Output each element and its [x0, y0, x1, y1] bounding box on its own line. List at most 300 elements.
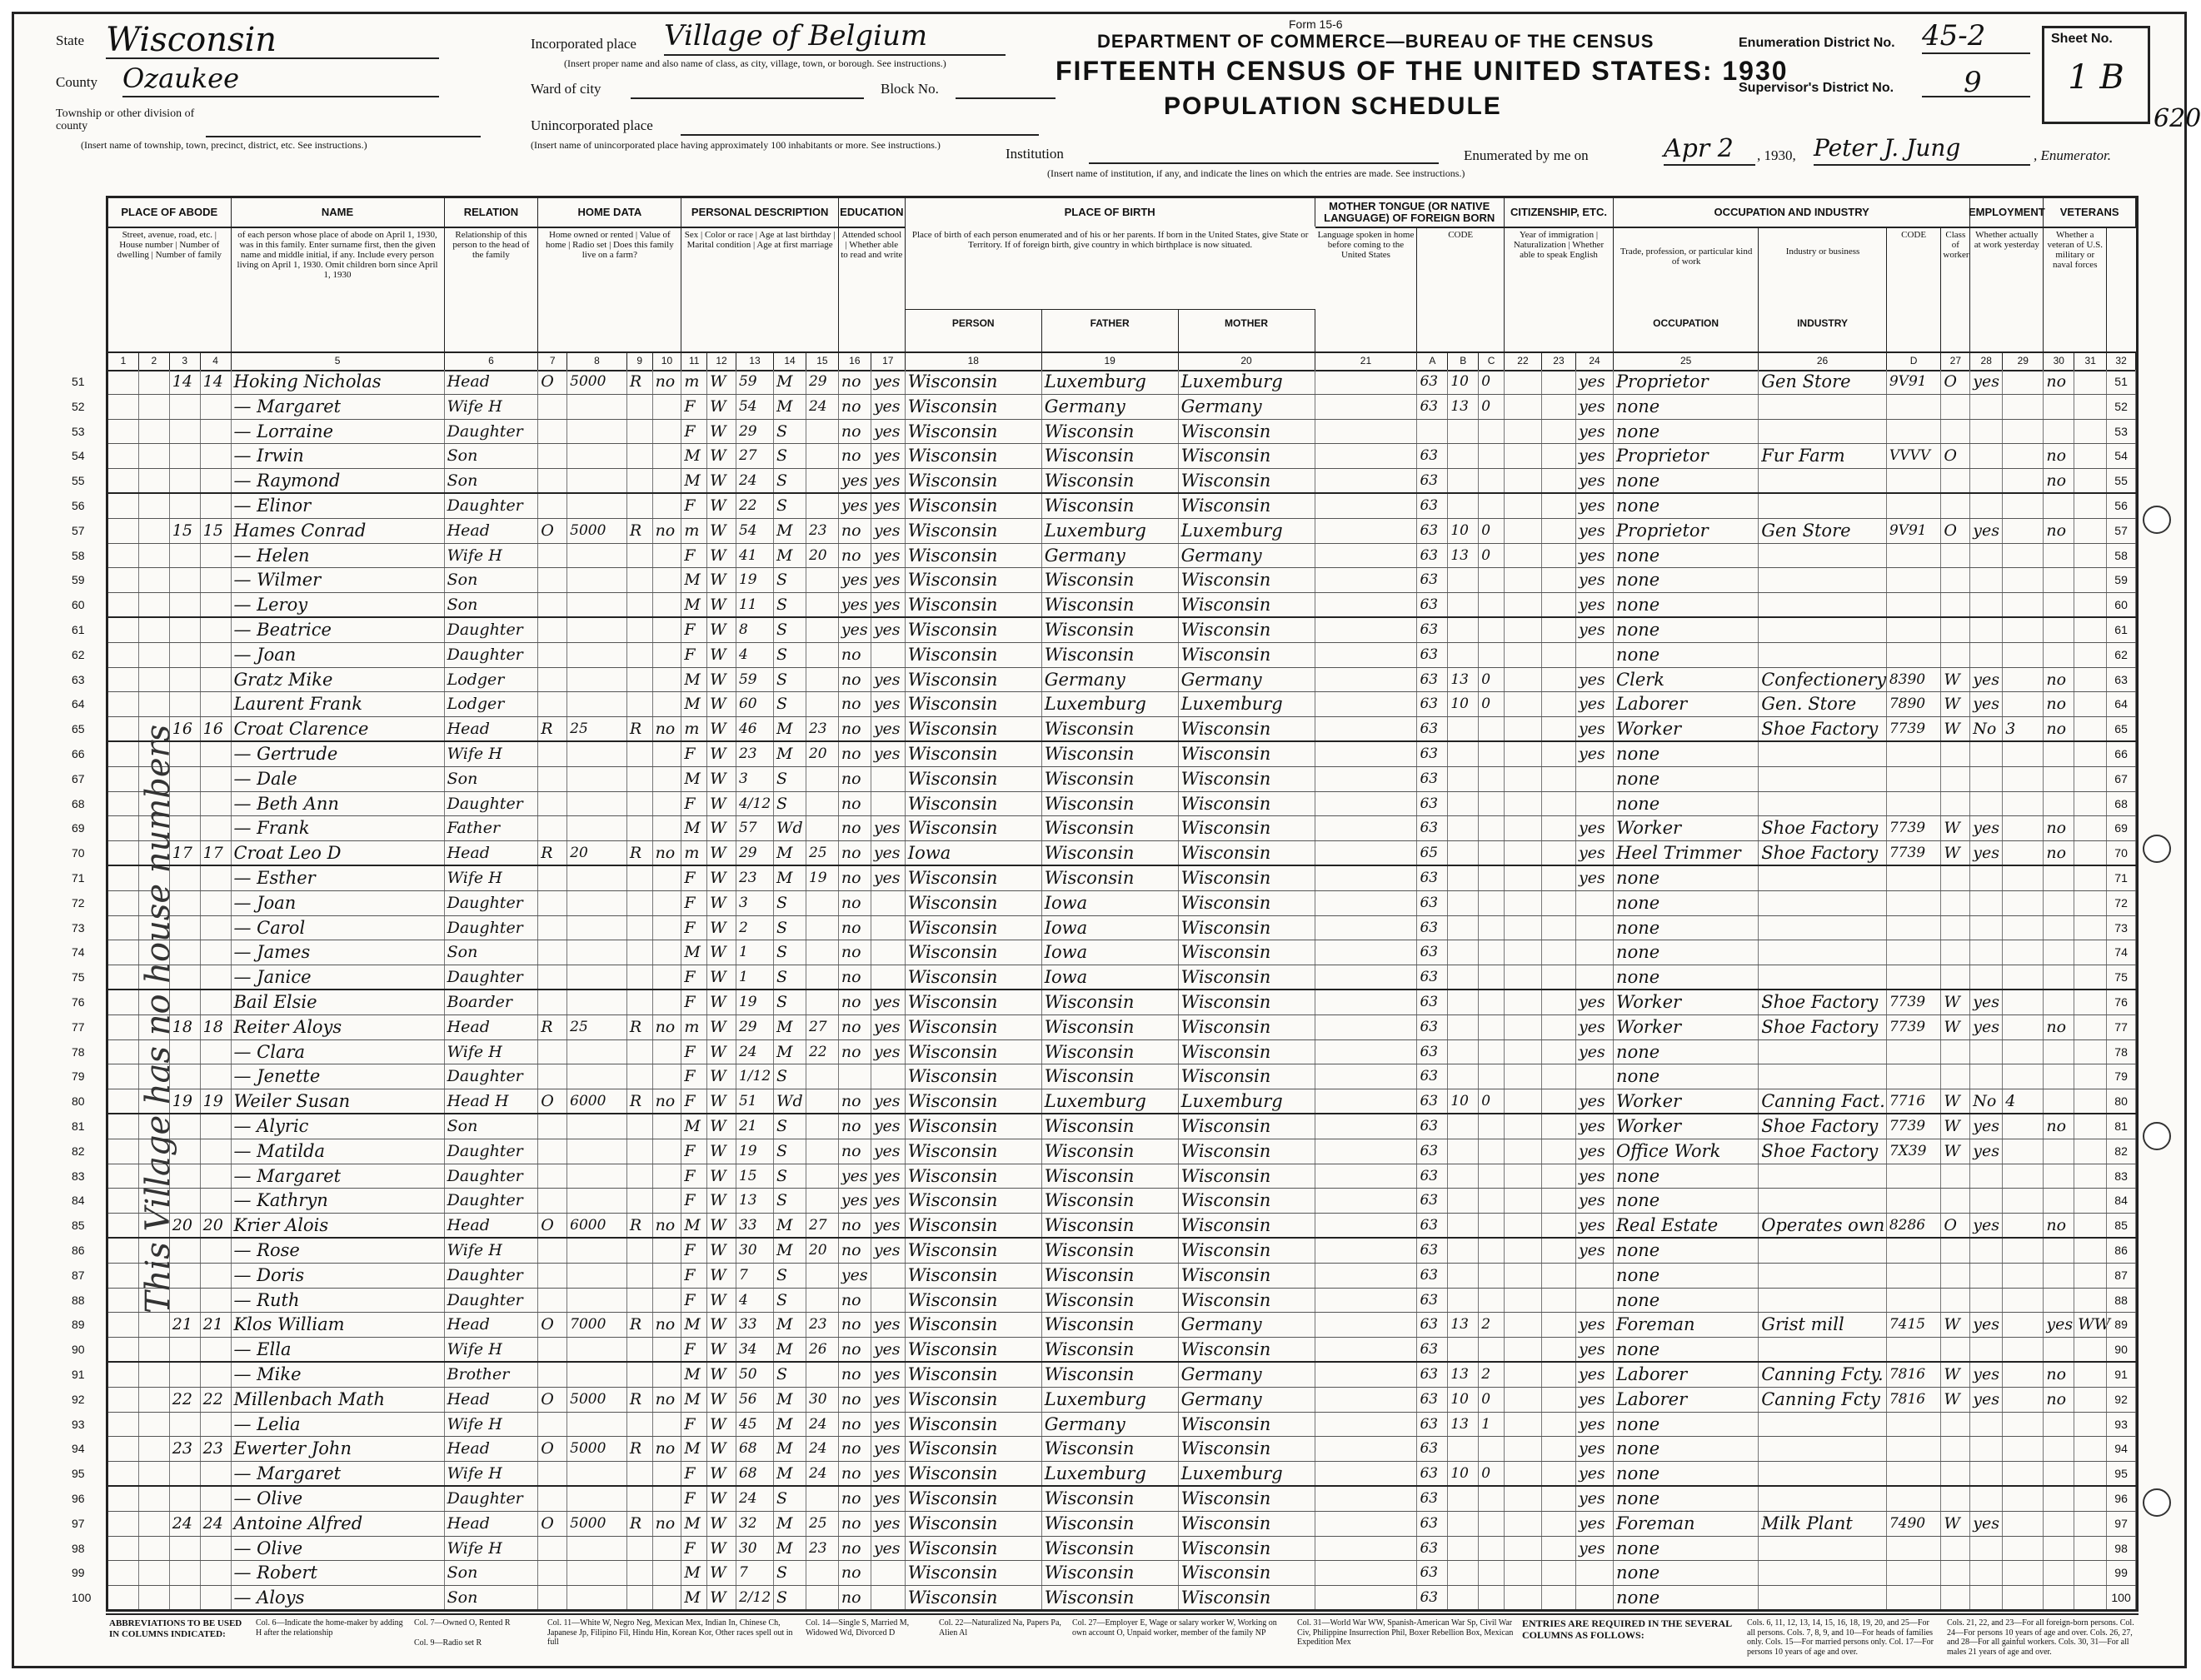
cell-work	[1970, 593, 2003, 616]
cell-work: yes	[1970, 1214, 2003, 1237]
cell-house	[139, 643, 170, 667]
cell-unemp	[2003, 1214, 2044, 1237]
cell-fam	[201, 1561, 232, 1585]
cell-sex: m	[681, 1015, 707, 1039]
cell-name: Hames Conrad	[232, 519, 445, 543]
cell-work	[1970, 742, 2003, 766]
cell-rel: Head	[445, 1015, 539, 1039]
cell-own	[538, 1164, 567, 1189]
cell-work	[1970, 1586, 2003, 1609]
cell-fm: 24	[806, 1413, 839, 1437]
cell-imm	[1505, 544, 1542, 568]
schedule-title: POPULATION SCHEDULE	[1164, 92, 1502, 120]
cell-rw	[871, 1064, 906, 1089]
cell-bp: Wisconsin	[906, 395, 1042, 419]
cell-fbp: Wisconsin	[1042, 1164, 1179, 1189]
cell-nat	[1542, 1313, 1576, 1337]
cell-house	[139, 420, 170, 444]
unincorporated-line	[681, 116, 1039, 136]
cell-name: Bail Elsie	[232, 990, 445, 1014]
cell-vet	[2044, 544, 2074, 568]
cell-age: 45	[736, 1413, 774, 1437]
cell-eng: yes	[1576, 1015, 1614, 1039]
cell-rw: yes	[871, 469, 906, 492]
cell-val: 5000	[567, 370, 627, 394]
cell-cc: 0	[1479, 1388, 1505, 1412]
cell-fm	[806, 469, 839, 492]
cell-age: 22	[736, 494, 774, 518]
cell-mar: M	[774, 1313, 806, 1337]
cell-age: 2/12	[736, 1586, 774, 1609]
column-group-header: EMPLOYMENT	[1970, 198, 2044, 227]
cell-radio	[627, 767, 653, 791]
cell-unemp	[2003, 866, 2044, 890]
cell-name: — Aloys	[232, 1586, 445, 1609]
cell-dw	[170, 1537, 201, 1561]
cell-ln: 85	[2107, 1214, 2136, 1237]
cell-cb	[1448, 643, 1479, 667]
cell-bp: Wisconsin	[906, 1512, 1042, 1536]
cell-tongue	[1315, 1537, 1418, 1561]
cell-sch: no	[839, 692, 871, 716]
cell-bp: Wisconsin	[906, 1114, 1042, 1139]
cell-war	[2074, 370, 2107, 394]
column-note-ind: Industry or business	[1785, 247, 1860, 257]
cell-sch: no	[839, 1487, 871, 1511]
cell-ln: 89	[2107, 1313, 2136, 1337]
cell-ocode	[1887, 1487, 1942, 1511]
cell-war	[2074, 544, 2107, 568]
cell-work: yes	[1970, 1363, 2003, 1387]
cell-nat	[1542, 444, 1576, 468]
cell-ca: 63	[1417, 1487, 1448, 1511]
cell-bp: Wisconsin	[906, 1313, 1042, 1337]
cell-street	[108, 841, 139, 865]
cell-street	[108, 1015, 139, 1039]
cell-war	[2074, 965, 2107, 989]
cell-val	[567, 990, 627, 1014]
cell-fm	[806, 816, 839, 840]
cell-eng: yes	[1576, 742, 1614, 766]
cell-tongue	[1315, 841, 1418, 865]
cell-ca: 63	[1417, 792, 1448, 816]
cell-ocode	[1887, 643, 1942, 667]
cell-ln: 60	[2107, 593, 2136, 616]
column-number: 13	[736, 351, 774, 370]
cell-work	[1970, 544, 2003, 568]
cell-farm	[653, 568, 682, 592]
cell-val: 25	[567, 717, 627, 740]
cell-ca: 63	[1417, 866, 1448, 890]
cell-sch: no	[839, 1462, 871, 1485]
cell-bp: Wisconsin	[906, 1413, 1042, 1437]
cell-own	[538, 1413, 567, 1437]
cell-mbp: Luxemburg	[1179, 692, 1315, 716]
cell-fm	[806, 1114, 839, 1139]
cell-radio	[627, 916, 653, 940]
cell-bp: Wisconsin	[906, 1338, 1042, 1361]
cell-ocode: 7739	[1887, 816, 1942, 840]
cell-own	[538, 568, 567, 592]
cell-ln: 59	[2107, 568, 2136, 592]
cell-fm: 20	[806, 742, 839, 766]
cell-cls	[1941, 643, 1970, 667]
cell-rel: Daughter	[445, 1487, 539, 1511]
cell-vet	[2044, 1040, 2074, 1064]
column-number: 5	[232, 351, 445, 370]
cell-own	[538, 940, 567, 965]
cell-name: — Margaret	[232, 1164, 445, 1189]
cell-val	[567, 1338, 627, 1361]
cell-val	[567, 1114, 627, 1139]
cell-work	[1970, 1338, 2003, 1361]
cell-work: yes	[1970, 519, 2003, 543]
cell-house	[139, 1512, 170, 1536]
cell-ind: Gen Store	[1759, 519, 1887, 543]
cell-ln: 52	[2107, 395, 2136, 419]
cell-cb	[1448, 965, 1479, 989]
cell-nat	[1542, 544, 1576, 568]
cell-eng: yes	[1576, 1413, 1614, 1437]
cell-work: yes	[1970, 1139, 2003, 1164]
cell-ln: 67	[2107, 767, 2136, 791]
cell-eng	[1576, 792, 1614, 816]
cell-radio	[627, 990, 653, 1014]
cell-sch: no	[839, 1413, 871, 1437]
cell-tongue	[1315, 1040, 1418, 1064]
cell-cc	[1479, 767, 1505, 791]
cell-fm	[806, 593, 839, 616]
cell-cb	[1448, 444, 1479, 468]
cell-street	[108, 916, 139, 940]
cell-rel: Daughter	[445, 1264, 539, 1288]
cell-mar: S	[774, 444, 806, 468]
cell-ocode	[1887, 1189, 1942, 1213]
cell-imm	[1505, 692, 1542, 716]
cell-race: W	[707, 370, 736, 394]
cell-fm: 27	[806, 1214, 839, 1237]
cell-ca: 63	[1417, 444, 1448, 468]
cell-fm: 24	[806, 1462, 839, 1485]
cell-farm: no	[653, 841, 682, 865]
cell-bp: Wisconsin	[906, 1064, 1042, 1089]
cell-age: 51	[736, 1089, 774, 1113]
cell-mbp: Wisconsin	[1179, 1114, 1315, 1139]
cell-sex: M	[681, 668, 707, 692]
cell-cls	[1941, 1462, 1970, 1485]
cell-ind: Shoe Factory	[1759, 841, 1887, 865]
column-number: 25	[1614, 351, 1759, 370]
cell-occ: none	[1614, 395, 1759, 419]
cell-sex: M	[681, 767, 707, 791]
cell-cb	[1448, 866, 1479, 890]
cell-sch: no	[839, 519, 871, 543]
column-number: 12	[707, 351, 736, 370]
cell-rel: Wife H	[445, 395, 539, 419]
cell-race: W	[707, 717, 736, 740]
cell-unemp	[2003, 1239, 2044, 1263]
cell-fam	[201, 990, 232, 1014]
column-number: A	[1417, 351, 1448, 370]
cell-val	[567, 891, 627, 915]
cell-own	[538, 420, 567, 444]
table-row	[72, 1462, 2136, 1487]
cell-dw	[170, 568, 201, 592]
cell-imm	[1505, 370, 1542, 394]
cell-rw: yes	[871, 395, 906, 419]
cell-ln: 58	[2107, 544, 2136, 568]
cell-ind	[1759, 643, 1887, 667]
cell-cb: 13	[1448, 1413, 1479, 1437]
cell-eng: yes	[1576, 1164, 1614, 1189]
cell-age: 8	[736, 618, 774, 642]
cell-ln: 84	[2107, 1189, 2136, 1213]
cell-mar: S	[774, 1114, 806, 1139]
cell-eng: yes	[1576, 1313, 1614, 1337]
cell-ocode	[1887, 618, 1942, 642]
cell-sch: no	[839, 643, 871, 667]
row-line-number: 56	[72, 499, 85, 512]
cell-bp: Wisconsin	[906, 420, 1042, 444]
cell-fam	[201, 1139, 232, 1164]
cell-bp: Wisconsin	[906, 618, 1042, 642]
cell-ind	[1759, 1487, 1887, 1511]
column-number: 19	[1042, 351, 1179, 370]
column-number: 22	[1505, 351, 1542, 370]
cell-ln: 66	[2107, 742, 2136, 766]
cell-tongue	[1315, 692, 1418, 716]
state-label: State	[56, 32, 84, 48]
enumerated-date: Apr 2	[1664, 134, 1755, 166]
cell-ca: 63	[1417, 940, 1448, 965]
cell-fm	[806, 990, 839, 1014]
cell-eng: yes	[1576, 494, 1614, 518]
cell-ind: Shoe Factory	[1759, 1139, 1887, 1164]
cell-bp: Wisconsin	[906, 1239, 1042, 1263]
cell-ocode: VVVV	[1887, 444, 1942, 468]
cell-occ: none	[1614, 1487, 1759, 1511]
cell-nat	[1542, 1114, 1576, 1139]
cell-ln: 57	[2107, 519, 2136, 543]
cell-mar: M	[774, 742, 806, 766]
row-line-number: 80	[72, 1094, 85, 1109]
cell-imm	[1505, 519, 1542, 543]
cell-farm	[653, 444, 682, 468]
cell-age: 23	[736, 742, 774, 766]
cell-ca: 63	[1417, 1164, 1448, 1189]
cell-fam: 24	[201, 1512, 232, 1536]
cell-sex: M	[681, 469, 707, 492]
cell-age: 59	[736, 370, 774, 394]
cell-rw: yes	[871, 568, 906, 592]
cell-vet	[2044, 1462, 2074, 1485]
unincorporated-label: Unincorporated place	[531, 117, 653, 133]
cell-rw: yes	[871, 1139, 906, 1164]
column-subheader-vet: Whether a veteran of U.S. military or naval forces	[2044, 227, 2107, 351]
column-subheader-bp: PERSON	[906, 227, 1042, 351]
cell-imm	[1505, 469, 1542, 492]
cell-unemp	[2003, 1586, 2044, 1609]
table-row	[72, 643, 2136, 668]
column-number: 1	[108, 351, 139, 370]
cell-mbp: Wisconsin	[1179, 1537, 1315, 1561]
cell-sch: no	[839, 1239, 871, 1263]
cell-ca: 63	[1417, 1015, 1448, 1039]
cell-street	[108, 1313, 139, 1337]
row-line-number: 99	[72, 1566, 85, 1580]
cell-war	[2074, 568, 2107, 592]
cell-name: — Carol	[232, 916, 445, 940]
cell-ind	[1759, 469, 1887, 492]
cell-nat	[1542, 1537, 1576, 1561]
cell-dw	[170, 668, 201, 692]
cell-own	[538, 1487, 567, 1511]
column-subheader-ind: INDUSTRY	[1759, 227, 1887, 351]
cell-unemp	[2003, 1413, 2044, 1437]
cell-cls	[1941, 1264, 1970, 1288]
cell-vet	[2044, 792, 2074, 816]
row-line-number: 60	[72, 598, 85, 612]
sheet-label: Sheet No.	[2051, 32, 2113, 46]
cell-rw	[871, 643, 906, 667]
cell-mar: S	[774, 1189, 806, 1213]
column-note-occ: Trade, profession, or particular kind of work	[1620, 247, 1753, 267]
cell-fm	[806, 568, 839, 592]
cell-radio	[627, 568, 653, 592]
cell-ocode	[1887, 1413, 1942, 1437]
cell-unemp	[2003, 1164, 2044, 1189]
cell-bp: Wisconsin	[906, 1388, 1042, 1412]
row-line-number: 75	[72, 970, 85, 985]
cell-age: 34	[736, 1338, 774, 1361]
cell-occ: none	[1614, 1413, 1759, 1437]
cell-farm: no	[653, 1388, 682, 1412]
cell-ind: Shoe Factory	[1759, 717, 1887, 740]
cell-vet: no	[2044, 444, 2074, 468]
cell-sch: no	[839, 990, 871, 1014]
cell-val	[567, 1413, 627, 1437]
cell-fam: 20	[201, 1214, 232, 1237]
cell-nat	[1542, 1064, 1576, 1089]
cell-street	[108, 1114, 139, 1139]
cell-unemp	[2003, 1487, 2044, 1511]
cell-name: — Olive	[232, 1487, 445, 1511]
row-line-number: 81	[72, 1119, 85, 1133]
cell-nat	[1542, 692, 1576, 716]
column-number: 8	[567, 351, 627, 370]
cell-ln: 71	[2107, 866, 2136, 890]
cell-rel: Lodger	[445, 692, 539, 716]
cell-vet	[2044, 1537, 2074, 1561]
cell-race: W	[707, 1338, 736, 1361]
cell-sex: M	[681, 1388, 707, 1412]
cell-tongue	[1315, 916, 1418, 940]
cell-house	[139, 668, 170, 692]
cell-dw	[170, 1586, 201, 1609]
cell-sch: no	[839, 891, 871, 915]
cell-rel: Head	[445, 1214, 539, 1237]
cell-cb	[1448, 717, 1479, 740]
cell-mar: S	[774, 1487, 806, 1511]
county-label: County	[56, 74, 98, 90]
institution-label: Institution	[1006, 146, 1064, 162]
cell-fbp: Luxemburg	[1042, 519, 1179, 543]
cell-vet: no	[2044, 692, 2074, 716]
cell-fam	[201, 916, 232, 940]
row-line-number: 74	[72, 945, 85, 960]
cell-race: W	[707, 568, 736, 592]
cell-tongue	[1315, 940, 1418, 965]
cell-fam	[201, 866, 232, 890]
cell-dw	[170, 1413, 201, 1437]
cell-sex: F	[681, 1189, 707, 1213]
cell-farm: no	[653, 519, 682, 543]
cell-ca: 63	[1417, 1561, 1448, 1585]
cell-mbp: Germany	[1179, 1388, 1315, 1412]
cell-ca: 63	[1417, 494, 1448, 518]
cell-house	[139, 1388, 170, 1412]
cell-rw: yes	[871, 1239, 906, 1263]
cell-sex: F	[681, 891, 707, 915]
cell-age: 29	[736, 841, 774, 865]
cell-name: — Janice	[232, 965, 445, 989]
cell-race: W	[707, 593, 736, 616]
cell-tongue	[1315, 544, 1418, 568]
cell-farm	[653, 891, 682, 915]
cell-ocode: 7816	[1887, 1388, 1942, 1412]
cell-war	[2074, 618, 2107, 642]
cell-val	[567, 618, 627, 642]
cell-occ: Clerk	[1614, 668, 1759, 692]
cell-eng	[1576, 1264, 1614, 1288]
unincorporated-note: (Insert name of unincorporated place having approximately 100 inhabitants or more. See instructions.)	[531, 139, 941, 151]
cell-mar: M	[774, 1338, 806, 1361]
column-subheader-rel: Relationship of this person to the head of the family	[445, 227, 539, 351]
cell-race: W	[707, 1264, 736, 1288]
cell-ocode: 7739	[1887, 841, 1942, 865]
cell-vet: no	[2044, 370, 2074, 394]
cell-imm	[1505, 1289, 1542, 1313]
cell-name: — Ruth	[232, 1289, 445, 1313]
cell-fam	[201, 1586, 232, 1609]
cell-mar: M	[774, 717, 806, 740]
ward-label: Ward of city	[531, 81, 601, 97]
cell-rw: yes	[871, 1114, 906, 1139]
column-subheader-name: of each person whose place of abode on April 1, 1930, was in this family. Enter surname first, then the given name and middle initial, if any. Include every person living on April 1, 1930. Omit children born since April 1, 1930	[232, 227, 445, 351]
cell-mar: S	[774, 792, 806, 816]
cell-own	[538, 643, 567, 667]
cell-ln: 75	[2107, 965, 2136, 989]
cell-fbp: Wisconsin	[1042, 717, 1179, 740]
cell-mbp: Wisconsin	[1179, 1437, 1315, 1461]
cell-occ: none	[1614, 1264, 1759, 1288]
cell-sex: F	[681, 395, 707, 419]
cell-mbp: Wisconsin	[1179, 891, 1315, 915]
cell-tongue	[1315, 1214, 1418, 1237]
cell-mbp: Wisconsin	[1179, 990, 1315, 1014]
cell-ca: 63	[1417, 544, 1448, 568]
cell-rel: Head	[445, 1313, 539, 1337]
row-line-number: 89	[72, 1318, 85, 1332]
table-row	[72, 1561, 2136, 1586]
cell-cc	[1479, 420, 1505, 444]
cell-street	[108, 593, 139, 616]
cell-rel: Daughter	[445, 792, 539, 816]
cell-own	[538, 891, 567, 915]
cell-dw: 16	[170, 717, 201, 740]
cell-occ: Laborer	[1614, 692, 1759, 716]
cell-ind	[1759, 1289, 1887, 1313]
